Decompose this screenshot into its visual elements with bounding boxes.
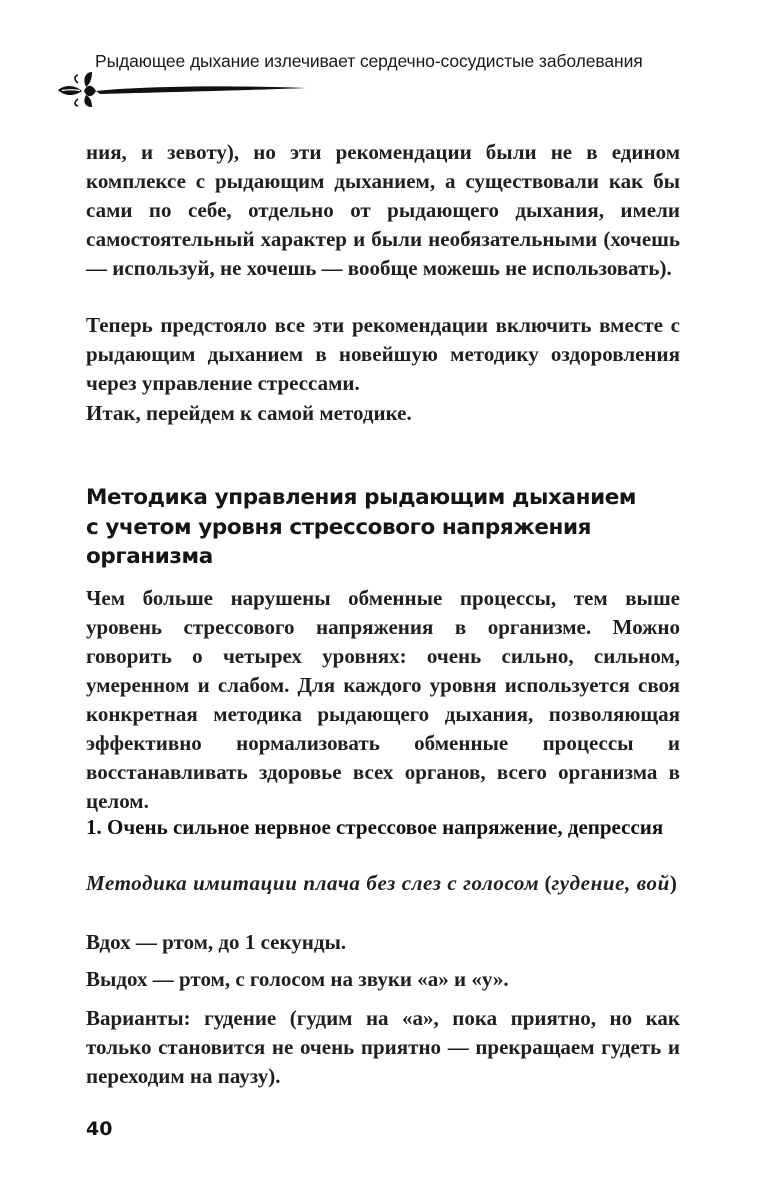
inhale-number: 1 <box>244 930 256 954</box>
paragraph-recommendations: Теперь предстояло все эти рекомендации включить вместе с рыдающим дыханием в новейшую методику оздоровления через управление стрессами. <box>86 313 680 395</box>
inhale-suffix: секунды. <box>255 930 347 954</box>
running-header: Рыдающее дыхание излечивает сердечно-сосудистые заболевания <box>95 51 643 71</box>
inhale-instruction <box>86 928 680 957</box>
section-heading-line: с учетом уровня стрессового напряжения <box>86 514 592 540</box>
paragraph-continuation: ния, и зевоту), но эти рекомендации были не в едином комплексе с рыдающим дыханием, а существовали как бы сами по себе, отдельно от рыдающего дыхания, имели самостоятельный характер и были необязательными (хочешь — используй, не хочешь — вообще можешь не использовать). <box>86 140 680 280</box>
section-heading-line: Методика управления рыдающим дыханием <box>86 485 637 510</box>
method-name: Методика имитации плача без слез с голосом <box>86 871 540 895</box>
method-paren-open: ( <box>539 871 552 895</box>
method-line <box>86 870 680 897</box>
exhale-instruction: Выдох — ртом, с голосом на звуки «а» и «у». <box>86 967 509 991</box>
section-heading-line: организма <box>86 544 213 569</box>
method-paren-close: ) <box>669 871 677 895</box>
section-heading <box>86 483 686 572</box>
paragraph-stress-levels: Чем больше нарушены обменные процессы, тем выше уровень стрессового напряжения в организме. Можно говорить о четырех уровнях: очень сильно, сильном, умеренном и слабом. Для каждого уровня используется своя конкретная методика рыдающего дыхания, позволяющая эффективно нормализовать обменные процессы и восстанавливать здоровье всех органов, всего организма в целом. <box>86 586 680 813</box>
paragraph-transition: Итак, перейдем к самой методике. <box>86 401 412 425</box>
floral-ornament-icon <box>56 70 311 108</box>
subsection-title: 1. Очень сильное нервное стрессовое напряжение, депрессия <box>86 815 664 839</box>
page-number: 40 <box>86 1118 113 1140</box>
variants-paragraph: Варианты: гудение (гудим на «а», пока приятно, но как только становится не очень приятно — прекращаем гудеть и переходим на паузу). <box>86 1006 680 1088</box>
inhale-prefix: Вдох — ртом, до <box>86 930 245 954</box>
method-variant: гудение, вой <box>551 871 670 895</box>
